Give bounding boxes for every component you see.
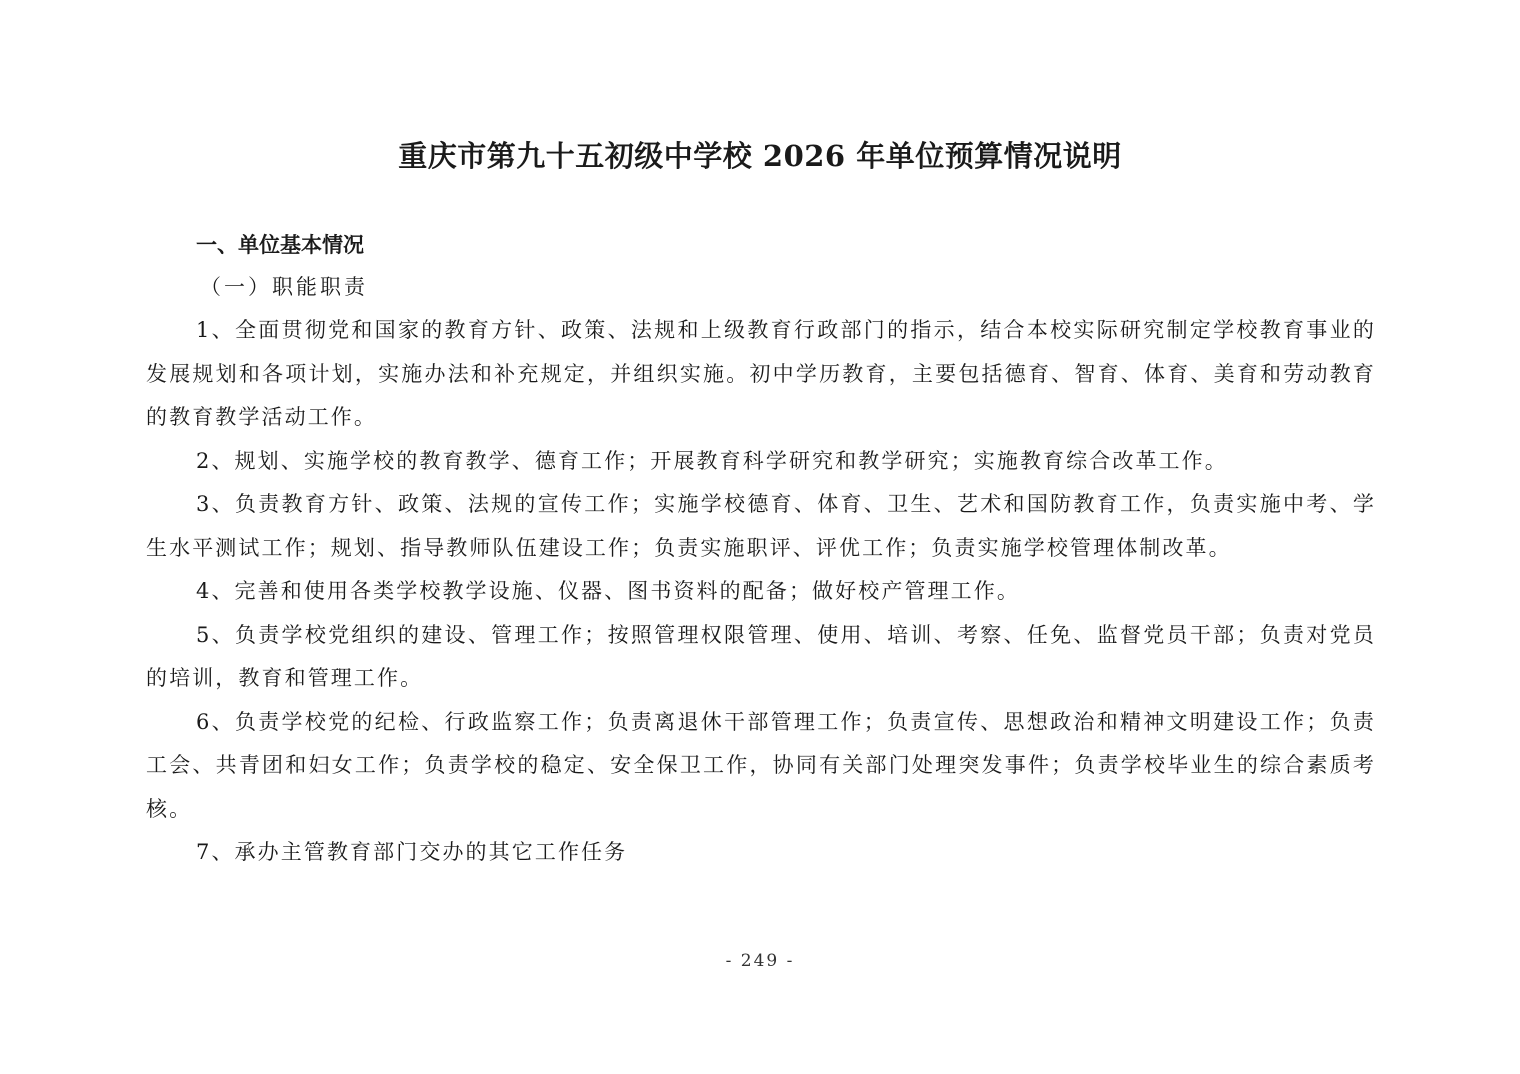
paragraph-1: 1、全面贯彻党和国家的教育方针、政策、法规和上级教育行政部门的指示，结合本校实际研究制定学校教育事业的发展规划和各项计划，实施办法和补充规定，并组织实施。初中学历教育，主要包括德育、智育、体育、美育和劳动教育的教育教学活动工作。 xyxy=(146,318,1376,429)
document-title: 重庆市第九十五初级中学校 2026 年单位预算情况说明 xyxy=(398,139,1122,173)
document-body xyxy=(146,224,1376,875)
section-heading: 一、单位基本情况 xyxy=(196,233,364,257)
paragraph-3: 3、负责教育方针、政策、法规的宣传工作；实施学校德育、体育、卫生、艺术和国防教育工作，负责实施中考、学生水平测试工作；规划、指导教师队伍建设工作；负责实施职评、评优工作；负责实施学校管理体制改革。 xyxy=(146,492,1376,560)
paragraph-2: 2、规划、实施学校的教育教学、德育工作；开展教育科学研究和教学研究；实施教育综合改革工作。 xyxy=(196,448,1228,473)
paragraph-4: 4、完善和使用各类学校教学设施、仪器、图书资料的配备；做好校产管理工作。 xyxy=(196,579,1020,603)
paragraph-6: 6、负责学校党的纪检、行政监察工作；负责离退休干部管理工作；负责宣传、思想政治和精神文明建设工作；负责工会、共青团和妇女工作；负责学校的稳定、安全保卫工作，协同有关部门处理突发事件；负责学校毕业生的综合素质考核。 xyxy=(146,709,1376,821)
page-number: - 249 - xyxy=(725,951,795,971)
sub-heading: （一）职能职责 xyxy=(200,275,368,299)
paragraph-5: 5、负责学校党组织的建设、管理工作；按照管理权限管理、使用、培训、考察、任免、监督党员干部；负责对党员的培训，教育和管理工作。 xyxy=(146,622,1376,690)
paragraph-7: 7、承办主管教育部门交办的其它工作任务 xyxy=(196,840,628,864)
